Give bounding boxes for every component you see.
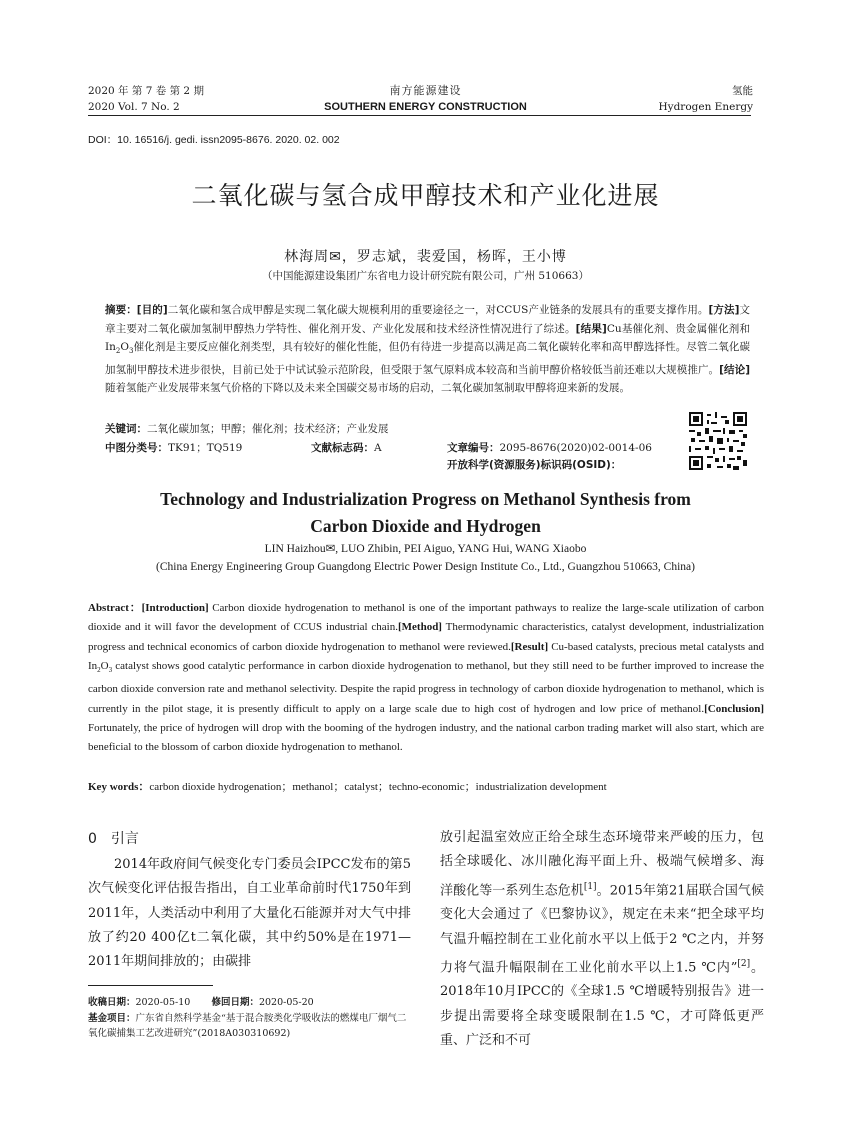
footnote-fund [88,1011,411,1042]
class-number-label: 中图分类号： [105,442,168,454]
title-en [0,486,851,540]
column-name [659,83,754,115]
body-right-a: 放引起温室效应正给全球生态环境带来严峻的压力，包括全球暖化、冰川融化海平面上升、极端气候增多、海洋酸化等一系列生态危机 [440,830,764,898]
received-label: 收稿日期： [88,997,136,1008]
article-number-label: 文章编号： [447,442,500,454]
tag-method-en: [Method] [397,621,442,634]
abstract-en-result-b: O [100,659,109,672]
abstract-method: 文章主要对二氧化碳加氢制甲醇热力学特性、催化剂开发、产业化发展和技术经济性情况进行了综述。 [105,304,751,335]
section-number: 0 [88,831,97,847]
subscript: 2 [97,666,101,675]
abstract-result-c: 催化剂是主要反应催化剂类型，具有较好的催化性能，但仍有待进一步提高以满足高二氧化碳转化率和高甲醇选择性。尽管二氧化碳加氢制甲醇技术进步很快，目前已处于中试试验示范阶段，但受限于氢气原料成本较高和当前甲醇价格较低当前还难以大规模推广。 [105,341,750,376]
keywords-zh-text: 二氧化碳加氢；甲醇；催化剂；技术经济；产业发展 [147,423,389,435]
tag-method: [方法] [708,304,740,316]
abstract-en-result-c: catalyst shows good catalytic performance in carbon dioxide hydrogenation to methanol, but they still need to be further improved to increase the carbon dioxide conversion rate and methanol selectivity. Despite the rapid progress in technology of carbon dioxide hydrogenation to methanol, which is currently in the pilot stage, it is presently difficult to apply on a large scale due to high cost of hydrogen and low price of methanol. [88,659,764,715]
journal-name-en: SOUTHERN ENERGY CONSTRUCTION [324,101,527,113]
abstract-purpose: 二氧化碳和氢合成甲醇是实现二氧化碳大规模利用的重要途径之一，对CCUS产业链条的发展具有的重要支撑作用。 [167,304,709,316]
osid [447,457,621,474]
affiliation-en: (China Energy Engineering Group Guangdong Electric Power Design Institute Co., Ltd., Guangzhou 510663, China) [156,561,695,573]
issue-en: 2020 Vol. 7 No. 2 [88,101,180,113]
tag-purpose: [目的] [136,304,168,316]
footnote-dates [88,995,411,1011]
column-name-zh: 氢能 [732,85,753,97]
fund-label: 基金项目： [88,1012,136,1024]
tag-conclusion-en: [Conclusion] [704,702,764,715]
authors-zh: 林海周✉，罗志斌，裴爱国，杨晖，王小博 [284,249,567,265]
keywords-zh-label: 关键词： [105,423,147,435]
subscript: 3 [108,666,113,675]
tag-result-en: [Result] [510,640,549,653]
keywords-en-text: carbon dioxide hydrogenation；methanol；catalyst；techno-economic；industrialization development [149,781,607,793]
abstract-result-b: O [120,341,129,354]
column-name-en: Hydrogen Energy [658,101,753,113]
citation-2[interactable]: [2] [737,958,751,969]
class-number [105,440,242,457]
title-en-line1: Technology and Industrialization Progress on Methanol Synthesis from [160,489,691,509]
tag-conclusion: [结论] [719,363,750,376]
abstract-en-conclusion: Fortunately, the price of hydrogen will drop with the booming of the hydrogen industry, and the national carbon trading market will also start, which are beneficial to the blossom of carbon dioxide hydrogenation to methanol. [88,721,764,754]
doc-code-label: 文献标志码： [311,442,374,454]
doc-code-text: A [374,442,382,454]
doc-code [311,440,382,457]
header-rule [88,115,751,116]
section-title: 引言 [110,831,139,847]
journal-name-zh: 南方能源建设 [389,84,462,97]
abstract-result-a: Cu基催化剂、贵金属催化剂和In [105,322,750,354]
abstract-en [88,599,764,758]
abstract-zh [105,301,750,398]
article-number [447,440,652,457]
article-number-text: 2095-8676(2020)02-0014-06 [499,442,652,454]
abstract-conclusion: 随着氢能产业发展带来氢气价格的下降以及未来全国碳交易市场的启动，二氧化碳加氢制取甲醇将迎来新的发展。 [105,382,630,395]
abstract-en-label: Abstract： [88,602,142,614]
abstract-en-intro: Carbon dioxide hydrogenation to methanol is one of the important pathways to realize the large-scale utilization of carbon dioxide and it will favor the development of CCUS industrial chain. [88,602,764,634]
citation-1[interactable]: [1] [583,881,597,892]
keywords-en-label: Key words： [88,781,150,793]
issue-zh: 2020 年 第 7 卷 第 2 期 [88,85,204,97]
osid-label: 开放科学(资源服务)标识码(OSID)： [447,459,622,471]
authors-en: LIN Haizhou✉, LUO Zhibin, PEI Aiguo, YANG Hui, WANG Xiaobo [264,543,587,555]
tag-result: [结果] [575,322,607,335]
affiliation-zh: （中国能源建设集团广东省电力设计研究院有限公司，广州 510663） [262,270,589,282]
subscript: 2 [115,347,121,356]
keywords-en [88,778,764,794]
subscript: 3 [129,347,134,356]
abstract-en-result-a: Cu-based catalysts, precious metal catalysts and In [88,640,765,672]
keywords-zh [105,421,389,438]
revised-label: 修回日期： [211,997,259,1008]
footnote [88,995,411,1042]
tag-introduction: [Introduction] [141,602,209,614]
body-right-b: 。2015年第21届联合国气候变化大会通过了《巴黎协议》，规定在未来“把全球平均气温升幅控制在工业化前水平以上低于2 ℃之内，并努力将气温升幅限制在工业化前水平以上1.5 ℃内” [440,882,764,976]
received-date: 2020-05-10 [135,997,191,1008]
revised-date: 2020-05-20 [258,997,314,1008]
body-right-c: 。2018年10月IPCC的《全球1.5 ℃增暖特别报告》进一步提出需要将全球变暖限制在1.5 ℃，才可降低更严重、广泛和不可 [440,960,764,1049]
abstract-zh-label: 摘要： [105,304,137,316]
class-number-text: TK91；TQ519 [168,442,243,454]
title-zh: 二氧化碳与氢合成甲醇技术和产业化进展 [191,181,660,210]
doi[interactable]: DOI：10. 16516/j. gedi. issn2095-8676. 2020. 02. 002 [88,134,340,146]
qr-code[interactable] [689,412,747,470]
body-paragraph-left: 2014年政府间气候变化专门委员会IPCC发布的第5次气候变化评估报告指出，自工业革命前时代1750年到2011年，人类活动中利用了大量化石能源并对大气中排放了约20 400亿t二氧化碳，其中约50%是在1971—2011年期间排放的；由碳排 [88,857,411,970]
title-en-line2: Carbon Dioxide and Hydrogen [310,516,541,536]
fund-text: 广东省自然科学基金“基于混合胺类化学吸收法的燃煤电厂烟气二氧化碳捕集工艺改进研究”(2018A030310692) [88,1012,407,1039]
section-heading [88,828,139,848]
abstract-en-method: Thermodynamic characteristics, catalyst development, industrialization progress and technical economics of carbon dioxide hydrogenation to methanol were reviewed. [88,621,764,653]
footnote-rule [88,985,213,986]
qr-code-icon [689,412,747,470]
body-paragraph-right [440,826,764,1053]
